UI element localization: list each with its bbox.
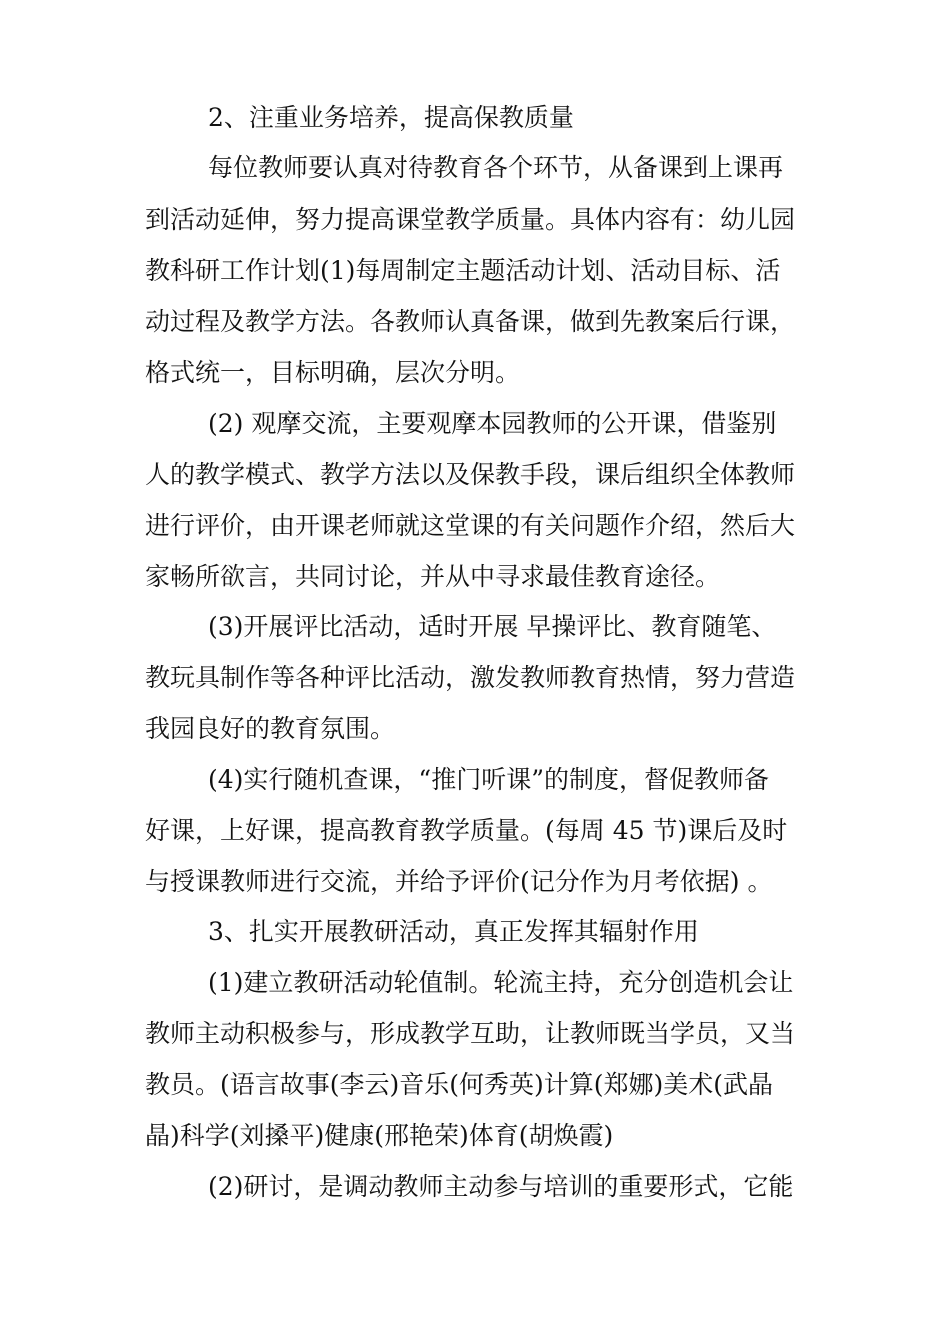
paragraph-line: 动过程及教学方法。各教师认真备课，做到先教案后行课， [145,307,796,336]
paragraph-line: 教员。(语言故事(李云)音乐(何秀英)计算(郑娜)美术(武晶 [145,1070,774,1099]
paragraph-line: 家畅所欲言，共同讨论，并从中寻求最佳教育途径。 [145,562,721,591]
paragraph-line: 每位教师要认真对待教育各个环节，从备课到上课再 [208,153,784,182]
paragraph-line: 格式统一，目标明确，层次分明。 [145,358,521,387]
section-heading-3: 3、扎实开展教研活动，真正发挥其辐射作用 [208,917,699,946]
paragraph-line: 教师主动积极参与，形成教学互助，让教师既当学员，又当 [145,1019,796,1048]
paragraph-line: 我园良好的教育氛围。 [145,714,396,743]
paragraph-line: 教科研工作计划(1)每周制定主题活动计划、活动目标、活 [145,256,781,285]
paragraph-line: 教玩具制作等各种评比活动，激发教师教育热情，努力营造 [145,663,796,692]
paragraph-line: 好课，上好课，提高教育教学质量。(每周 45 节)课后及时 [145,816,788,845]
paragraph-line: (2) 观摩交流，主要观摩本园教师的公开课，借鉴别 [208,409,777,438]
paragraph-line: 进行评价，由开课老师就这堂课的有关问题作介绍，然后大 [145,511,796,540]
paragraph-line: (1)建立教研活动轮值制。轮流主持，充分创造机会让 [208,968,794,997]
paragraph-line: 人的教学模式、教学方法以及保教手段，课后组织全体教师 [145,460,796,489]
paragraph-line: (2)研讨，是调动教师主动参与培训的重要形式，它能 [208,1172,794,1201]
paragraph-line: (4)实行随机查课，“推门听课”的制度，督促教师备 [208,765,769,794]
paragraph-line: 晶)科学(刘搡平)健康(邢艳荣)体育(胡焕霞) [145,1121,614,1150]
section-heading-2: 2、注重业务培养，提高保教质量 [208,103,574,132]
paragraph-line: (3)开展评比活动，适时开展 早操评比、教育随笔、 [208,612,777,641]
paragraph-line: 到活动延伸，努力提高课堂教学质量。具体内容有：幼儿园 [145,205,796,234]
paragraph-line: 与授课教师进行交流，并给予评价(记分作为月考依据) 。 [145,867,773,896]
